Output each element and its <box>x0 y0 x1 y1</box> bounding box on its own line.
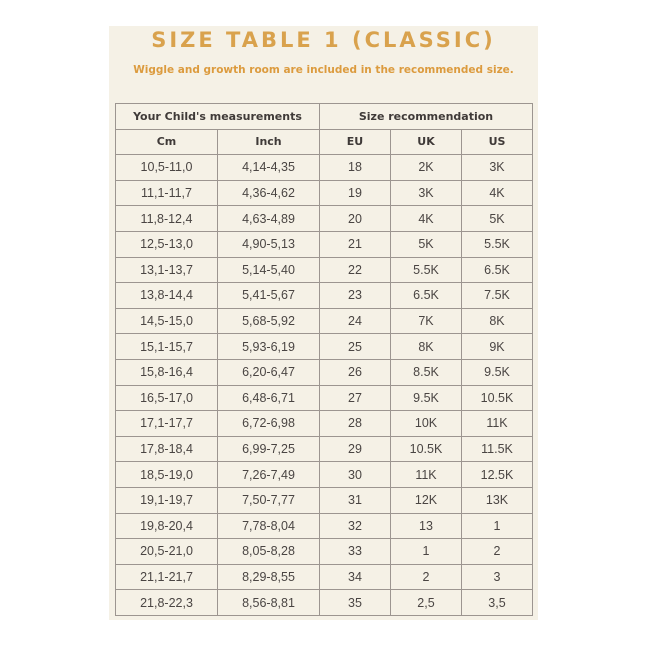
cell-eu: 27 <box>320 385 391 411</box>
table-row <box>116 308 533 334</box>
cell-cm: 20,5-21,0 <box>116 539 218 565</box>
cell-us: 9K <box>462 334 533 360</box>
cell-uk: 8.5K <box>391 359 462 385</box>
page-title: SIZE TABLE 1 (CLASSIC) <box>151 28 496 52</box>
cell-inch: 8,29-8,55 <box>218 564 320 590</box>
cell-cm: 15,8-16,4 <box>116 359 218 385</box>
group-header-recommendation: Size recommendation <box>320 104 533 130</box>
cell-eu: 22 <box>320 257 391 283</box>
cell-inch: 4,90-5,13 <box>218 231 320 257</box>
cell-uk: 3K <box>391 180 462 206</box>
column-header-cm: Cm <box>116 129 218 155</box>
cell-uk: 4K <box>391 206 462 232</box>
table-row <box>116 513 533 539</box>
cell-cm: 11,8-12,4 <box>116 206 218 232</box>
cell-inch: 6,20-6,47 <box>218 359 320 385</box>
cell-uk: 6.5K <box>391 283 462 309</box>
group-header-row <box>116 104 533 130</box>
cell-cm: 14,5-15,0 <box>116 308 218 334</box>
page-subtitle: Wiggle and growth room are included in the recommended size. <box>133 64 514 76</box>
cell-eu: 31 <box>320 487 391 513</box>
cell-uk: 10.5K <box>391 436 462 462</box>
table-row <box>116 385 533 411</box>
cell-eu: 28 <box>320 411 391 437</box>
cell-cm: 18,5-19,0 <box>116 462 218 488</box>
table-row <box>116 257 533 283</box>
cell-inch: 5,41-5,67 <box>218 283 320 309</box>
table-row <box>116 487 533 513</box>
cell-us: 11.5K <box>462 436 533 462</box>
table-row <box>116 334 533 360</box>
cell-inch: 4,14-4,35 <box>218 155 320 181</box>
cell-uk: 5.5K <box>391 257 462 283</box>
cell-inch: 6,48-6,71 <box>218 385 320 411</box>
cell-inch: 7,26-7,49 <box>218 462 320 488</box>
cell-cm: 19,8-20,4 <box>116 513 218 539</box>
cell-us: 4K <box>462 180 533 206</box>
cell-cm: 17,8-18,4 <box>116 436 218 462</box>
cell-inch: 7,50-7,77 <box>218 487 320 513</box>
cell-us: 10.5K <box>462 385 533 411</box>
cell-cm: 19,1-19,7 <box>116 487 218 513</box>
cell-cm: 13,8-14,4 <box>116 283 218 309</box>
cell-uk: 13 <box>391 513 462 539</box>
cell-eu: 25 <box>320 334 391 360</box>
cell-uk: 12K <box>391 487 462 513</box>
cell-cm: 21,1-21,7 <box>116 564 218 590</box>
cell-eu: 19 <box>320 180 391 206</box>
table-row <box>116 564 533 590</box>
table-row <box>116 231 533 257</box>
cell-inch: 4,63-4,89 <box>218 206 320 232</box>
cell-us: 13K <box>462 487 533 513</box>
table-row <box>116 539 533 565</box>
cell-uk: 1 <box>391 539 462 565</box>
cell-us: 3K <box>462 155 533 181</box>
cell-uk: 9.5K <box>391 385 462 411</box>
column-header-uk: UK <box>391 129 462 155</box>
cell-us: 5K <box>462 206 533 232</box>
table-row <box>116 155 533 181</box>
cell-eu: 21 <box>320 231 391 257</box>
column-header-eu: EU <box>320 129 391 155</box>
cell-us: 8K <box>462 308 533 334</box>
cell-uk: 5K <box>391 231 462 257</box>
cell-cm: 21,8-22,3 <box>116 590 218 616</box>
size-chart-page <box>109 26 538 620</box>
table-row <box>116 180 533 206</box>
cell-us: 12.5K <box>462 462 533 488</box>
cell-cm: 17,1-17,7 <box>116 411 218 437</box>
cell-us: 1 <box>462 513 533 539</box>
cell-uk: 2,5 <box>391 590 462 616</box>
cell-eu: 32 <box>320 513 391 539</box>
cell-inch: 5,14-5,40 <box>218 257 320 283</box>
cell-eu: 34 <box>320 564 391 590</box>
cell-us: 3 <box>462 564 533 590</box>
cell-eu: 23 <box>320 283 391 309</box>
cell-eu: 33 <box>320 539 391 565</box>
cell-uk: 7K <box>391 308 462 334</box>
cell-inch: 5,68-5,92 <box>218 308 320 334</box>
table-row <box>116 436 533 462</box>
cell-cm: 13,1-13,7 <box>116 257 218 283</box>
cell-inch: 8,56-8,81 <box>218 590 320 616</box>
cell-uk: 8K <box>391 334 462 360</box>
table-row <box>116 283 533 309</box>
cell-us: 6.5K <box>462 257 533 283</box>
cell-eu: 18 <box>320 155 391 181</box>
cell-us: 2 <box>462 539 533 565</box>
cell-inch: 8,05-8,28 <box>218 539 320 565</box>
cell-eu: 26 <box>320 359 391 385</box>
table-row <box>116 411 533 437</box>
cell-eu: 24 <box>320 308 391 334</box>
cell-cm: 16,5-17,0 <box>116 385 218 411</box>
table-row <box>116 462 533 488</box>
cell-eu: 35 <box>320 590 391 616</box>
cell-inch: 4,36-4,62 <box>218 180 320 206</box>
cell-cm: 11,1-11,7 <box>116 180 218 206</box>
cell-eu: 29 <box>320 436 391 462</box>
cell-eu: 30 <box>320 462 391 488</box>
cell-us: 7.5K <box>462 283 533 309</box>
cell-uk: 10K <box>391 411 462 437</box>
cell-us: 5.5K <box>462 231 533 257</box>
cell-us: 3,5 <box>462 590 533 616</box>
cell-uk: 11K <box>391 462 462 488</box>
table-row <box>116 359 533 385</box>
cell-uk: 2K <box>391 155 462 181</box>
table-row <box>116 206 533 232</box>
size-table <box>115 103 533 616</box>
cell-cm: 12,5-13,0 <box>116 231 218 257</box>
column-header-row <box>116 129 533 155</box>
cell-inch: 5,93-6,19 <box>218 334 320 360</box>
cell-inch: 7,78-8,04 <box>218 513 320 539</box>
column-header-us: US <box>462 129 533 155</box>
cell-inch: 6,72-6,98 <box>218 411 320 437</box>
cell-us: 11K <box>462 411 533 437</box>
cell-uk: 2 <box>391 564 462 590</box>
column-header-inch: Inch <box>218 129 320 155</box>
group-header-measurements: Your Child's measurements <box>116 104 320 130</box>
cell-us: 9.5K <box>462 359 533 385</box>
cell-eu: 20 <box>320 206 391 232</box>
cell-cm: 10,5-11,0 <box>116 155 218 181</box>
cell-cm: 15,1-15,7 <box>116 334 218 360</box>
table-row <box>116 590 533 616</box>
cell-inch: 6,99-7,25 <box>218 436 320 462</box>
